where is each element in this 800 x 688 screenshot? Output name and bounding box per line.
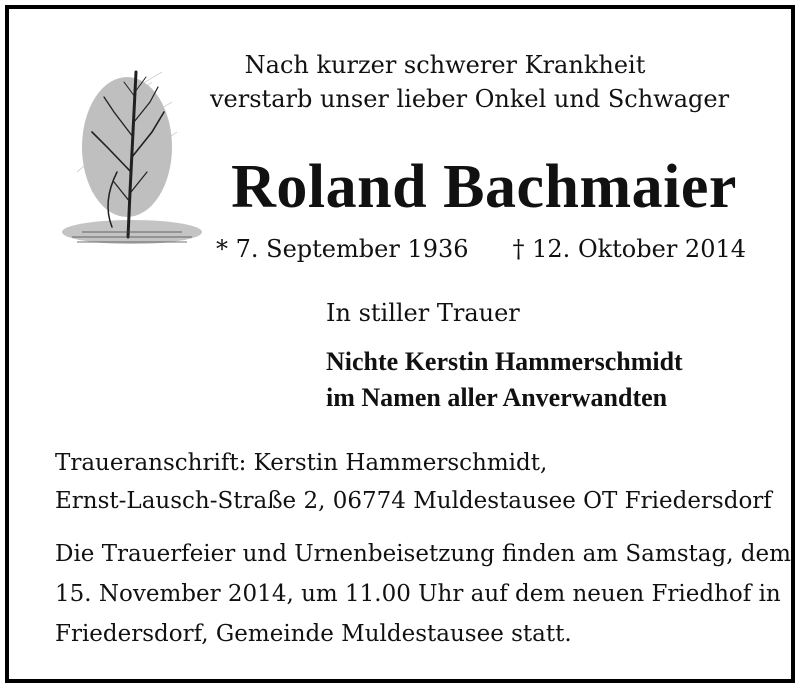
address-line: Ernst-Lausch-Straße 2, 06774 Muldestausee OT Friedersdorf xyxy=(55,488,772,514)
signer-line: im Namen aller Anverwandten xyxy=(326,383,668,412)
signers xyxy=(326,344,683,416)
intro-text xyxy=(210,48,730,116)
mourning-phrase: In stiller Trauer xyxy=(326,299,520,327)
address-line: Traueranschrift: Kerstin Hammerschmidt, xyxy=(55,450,548,476)
tree-icon xyxy=(52,52,212,252)
birth-date: * 7. September 1936 xyxy=(216,235,469,263)
service-line: Die Trauerfeier und Urnenbeisetzung finden am Samstag, dem xyxy=(55,541,791,567)
service-line: Friedersdorf, Gemeinde Muldestausee statt. xyxy=(55,621,572,647)
mourning-address xyxy=(55,444,772,520)
signer-line: Nichte Kerstin Hammerschmidt xyxy=(326,347,683,376)
intro-line: verstarb unser lieber Onkel und Schwager xyxy=(210,85,730,113)
service-info xyxy=(55,534,791,654)
intro-line: Nach kurzer schwerer Krankheit xyxy=(244,51,646,79)
deceased-name: Roland Bachmaier xyxy=(231,153,737,221)
death-date: † 12. Oktober 2014 xyxy=(512,235,746,263)
service-line: 15. November 2014, um 11.00 Uhr auf dem neuen Friedhof in xyxy=(55,581,781,607)
